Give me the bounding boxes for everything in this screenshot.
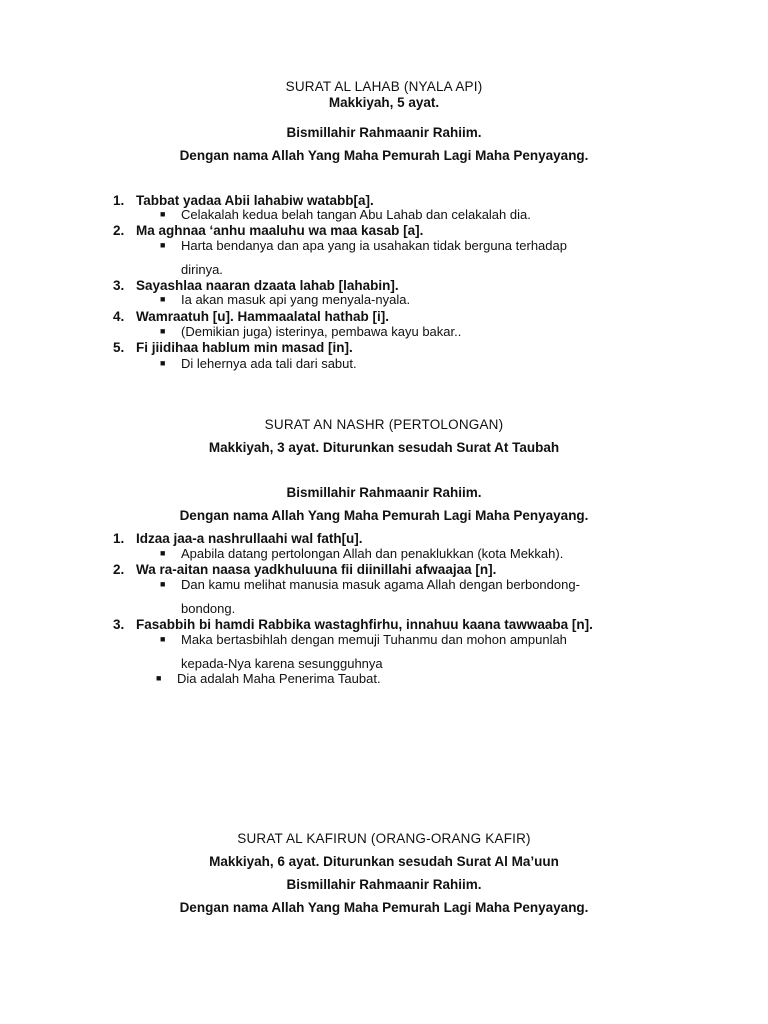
- basmala-translation: Dengan nama Allah Yang Maha Pemurah Lagi Maha Penyayang.: [179, 900, 589, 915]
- verse-number: 4.: [113, 309, 125, 324]
- surah-title: SURAT AL LAHAB (NYALA API): [285, 79, 483, 94]
- translation-text: Celakalah kedua belah tangan Abu Lahab dan celakalah dia.: [181, 207, 531, 222]
- verse-translation: [160, 292, 410, 307]
- translation-text: (Demikian juga) isterinya, pembawa kayu bakar..: [181, 324, 462, 339]
- verse-number: 3.: [113, 278, 125, 293]
- bullet-icon: ■: [160, 240, 166, 250]
- bullet-icon: ■: [160, 634, 166, 644]
- verse-translation: [160, 632, 567, 647]
- surah-info: Makkiyah, 3 ayat. Diturunkan sesudah Surat At Taubah: [208, 440, 560, 455]
- verse-text: Wamraatuh [u]. Hammaalatal hathab [i].: [136, 309, 390, 324]
- basmala-translation: Dengan nama Allah Yang Maha Pemurah Lagi Maha Penyayang.: [179, 508, 589, 523]
- verse-number: 2.: [113, 223, 125, 238]
- surah-info: Makkiyah, 5 ayat.: [328, 95, 440, 110]
- verse: [113, 309, 389, 324]
- bullet-icon: ■: [156, 673, 162, 683]
- verse: [113, 562, 496, 577]
- verse: [113, 278, 399, 293]
- basmala: Bismillahir Rahmaanir Rahiim.: [286, 877, 482, 892]
- translation-text: Ia akan masuk api yang menyala-nyala.: [181, 292, 411, 307]
- bullet-icon: ■: [160, 358, 166, 368]
- verse-translation: [160, 207, 531, 222]
- verse-text: Ma aghnaa ‘anhu maaluhu wa maa kasab [a].: [136, 223, 424, 238]
- translation-text: Apabila datang pertolongan Allah dan penaklukkan (kota Mekkah).: [181, 546, 564, 561]
- bullet-icon: ■: [160, 548, 166, 558]
- verse: [113, 193, 374, 208]
- verse-text: Sayashlaa naaran dzaata lahab [lahabin].: [136, 278, 399, 293]
- surah-title: SURAT AL KAFIRUN (ORANG-ORANG KAFIR): [237, 831, 531, 846]
- verse-number: 2.: [113, 562, 125, 577]
- verse-translation: [156, 671, 381, 686]
- verse-translation: [160, 238, 567, 253]
- verse: [113, 617, 593, 632]
- translation-text: Di lehernya ada tali dari sabut.: [181, 356, 357, 371]
- bullet-icon: ■: [160, 209, 166, 219]
- bullet-icon: ■: [160, 294, 166, 304]
- verse-translation: [160, 324, 461, 339]
- translation-continuation: bondong.: [181, 601, 236, 616]
- translation-text: Harta bendanya dan apa yang ia usahakan tidak berguna terhadap: [181, 238, 567, 253]
- translation-text: Dan kamu melihat manusia masuk agama Allah dengan berbondong-: [181, 577, 580, 592]
- verse-number: 1.: [113, 193, 125, 208]
- verse-translation: [160, 356, 357, 371]
- translation-text: Maka bertasbihlah dengan memuji Tuhanmu dan mohon ampunlah: [181, 632, 567, 647]
- translation-text: Dia adalah Maha Penerima Taubat.: [177, 671, 381, 686]
- verse-number: 5.: [113, 340, 125, 355]
- verse: [113, 340, 353, 355]
- verse-text: Wa ra-aitan naasa yadkhuluuna fii diinillahi afwaajaa [n].: [136, 562, 497, 577]
- verse-number: 3.: [113, 617, 125, 632]
- basmala: Bismillahir Rahmaanir Rahiim.: [286, 125, 482, 140]
- surah-title: SURAT AN NASHR (PERTOLONGAN): [264, 417, 504, 432]
- verse: [113, 531, 363, 546]
- verse-translation: [160, 546, 563, 561]
- verse: [113, 223, 423, 238]
- basmala: Bismillahir Rahmaanir Rahiim.: [286, 485, 482, 500]
- verse-text: Idzaa jaa-a nashrullaahi wal fath[u].: [136, 531, 363, 546]
- bullet-icon: ■: [160, 579, 166, 589]
- bullet-icon: ■: [160, 326, 166, 336]
- translation-continuation: dirinya.: [181, 262, 223, 277]
- verse-number: 1.: [113, 531, 125, 546]
- surah-info: Makkiyah, 6 ayat. Diturunkan sesudah Surat Al Ma’uun: [209, 854, 559, 869]
- verse-translation: [160, 577, 580, 592]
- basmala-translation: Dengan nama Allah Yang Maha Pemurah Lagi Maha Penyayang.: [179, 148, 589, 163]
- verse-text: Fi jiidihaa hablum min masad [in].: [136, 340, 353, 355]
- verse-text: Fasabbih bi hamdi Rabbika wastaghfirhu, innahuu kaana tawwaaba [n].: [136, 617, 593, 632]
- translation-continuation: kepada-Nya karena sesungguhnya: [181, 656, 383, 671]
- verse-text: Tabbat yadaa Abii lahabiw watabb[a].: [136, 193, 374, 208]
